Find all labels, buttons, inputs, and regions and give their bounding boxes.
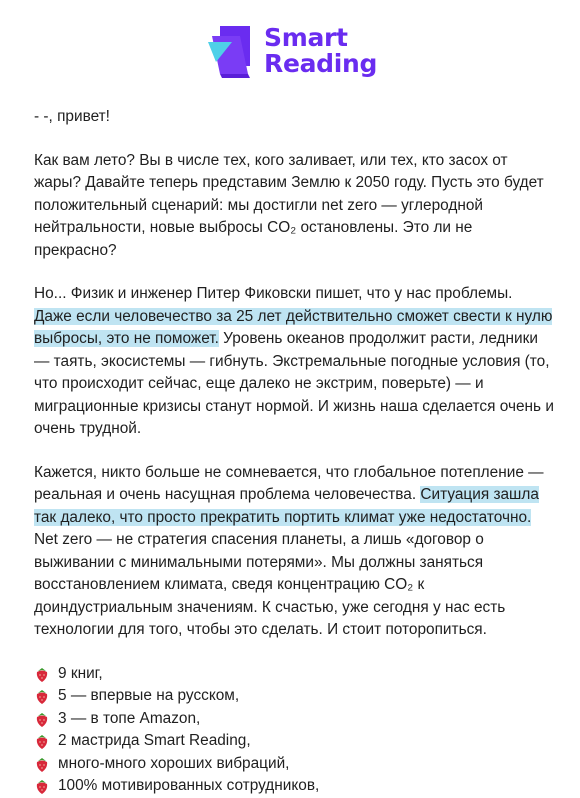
list-item: [34, 708, 554, 731]
greeting: - -, привет!: [34, 108, 110, 125]
list-item-text: 100% мотивированных сотрудников,: [58, 777, 320, 794]
list-item-text: много-много хороших вибраций,: [58, 754, 290, 772]
letter-body: [34, 106, 554, 798]
list-item: [34, 730, 554, 753]
paragraph-warming-end: Net zero — не стратегия спасения планеты, а лишь «договор о выживании с минимальными потерями». Мы должны заняться восстановлением климата, сведя концентрацию CO₂ к доиндустриальным значениям. К счастью, уже сегодня у нас есть технологии для того, чтобы это сделать. И стоит поторопиться.: [34, 531, 506, 638]
brand-name: [264, 25, 377, 77]
facts-list: [34, 663, 554, 798]
list-item-text: 2 мастрида Smart Reading,: [58, 732, 251, 749]
book-logo-icon: [206, 22, 258, 80]
paragraph-warming-start: Кажется, никто больше не сомневается, что глобальное потепление — реальная и очень насущная проблема человечества.: [34, 463, 544, 503]
strawberry-icon: [34, 732, 50, 750]
paragraph-problems: [34, 283, 554, 441]
list-item-text: 9 книг,: [58, 664, 103, 682]
strawberry-icon: [34, 665, 50, 683]
brand-name-line1: Smart: [264, 23, 348, 52]
paragraph-warming: [34, 462, 554, 642]
email-header: [0, 0, 580, 100]
brand-name-line2: Reading: [264, 49, 378, 78]
list-item-text: 5 — впервые на русском,: [58, 687, 240, 704]
paragraph-problems-end: Уровень океанов продолжит расти, ледники — таять, экосистемы — гибнуть. Экстремальные погодные условия (то, что происходит сейчас, еще далеко не экстрим, поверьте) — и миграционные кризисы станут нормой. И жизнь наша сделается очень и очень трудной.: [34, 330, 554, 437]
smart-reading-logo[interactable]: [206, 22, 377, 80]
list-item: [34, 685, 554, 708]
strawberry-icon: [34, 777, 50, 795]
list-item: [34, 753, 554, 776]
paragraph-problems-start: Но... Физик и инженер Питер Фиковски пишет, что у нас проблемы.: [34, 285, 513, 302]
list-item-text: 3 — в топе Amazon,: [58, 709, 201, 727]
strawberry-icon: [34, 755, 50, 773]
list-item: [34, 663, 554, 686]
strawberry-icon: [34, 687, 50, 705]
highlight-situation: Ситуация зашла так далеко, что просто прекратить портить климат уже недостаточно.: [34, 486, 539, 526]
paragraph-summer: Как вам лето? Вы в числе тех, кого заливает, или тех, кто засох от жары? Давайте теперь представим Землю к 2050 году. Пусть это будет положительный сценарий: мы достигли net zero — углеродной нейтральности, новые выбросы CO₂ остановлены. Это ли не прекрасно?: [34, 151, 544, 259]
strawberry-icon: [34, 710, 50, 728]
highlight-net-zero: Даже если человечество за 25 лет действительно сможет свести к нулю выбросы, это не поможет.: [34, 307, 553, 347]
list-item: [34, 775, 554, 798]
